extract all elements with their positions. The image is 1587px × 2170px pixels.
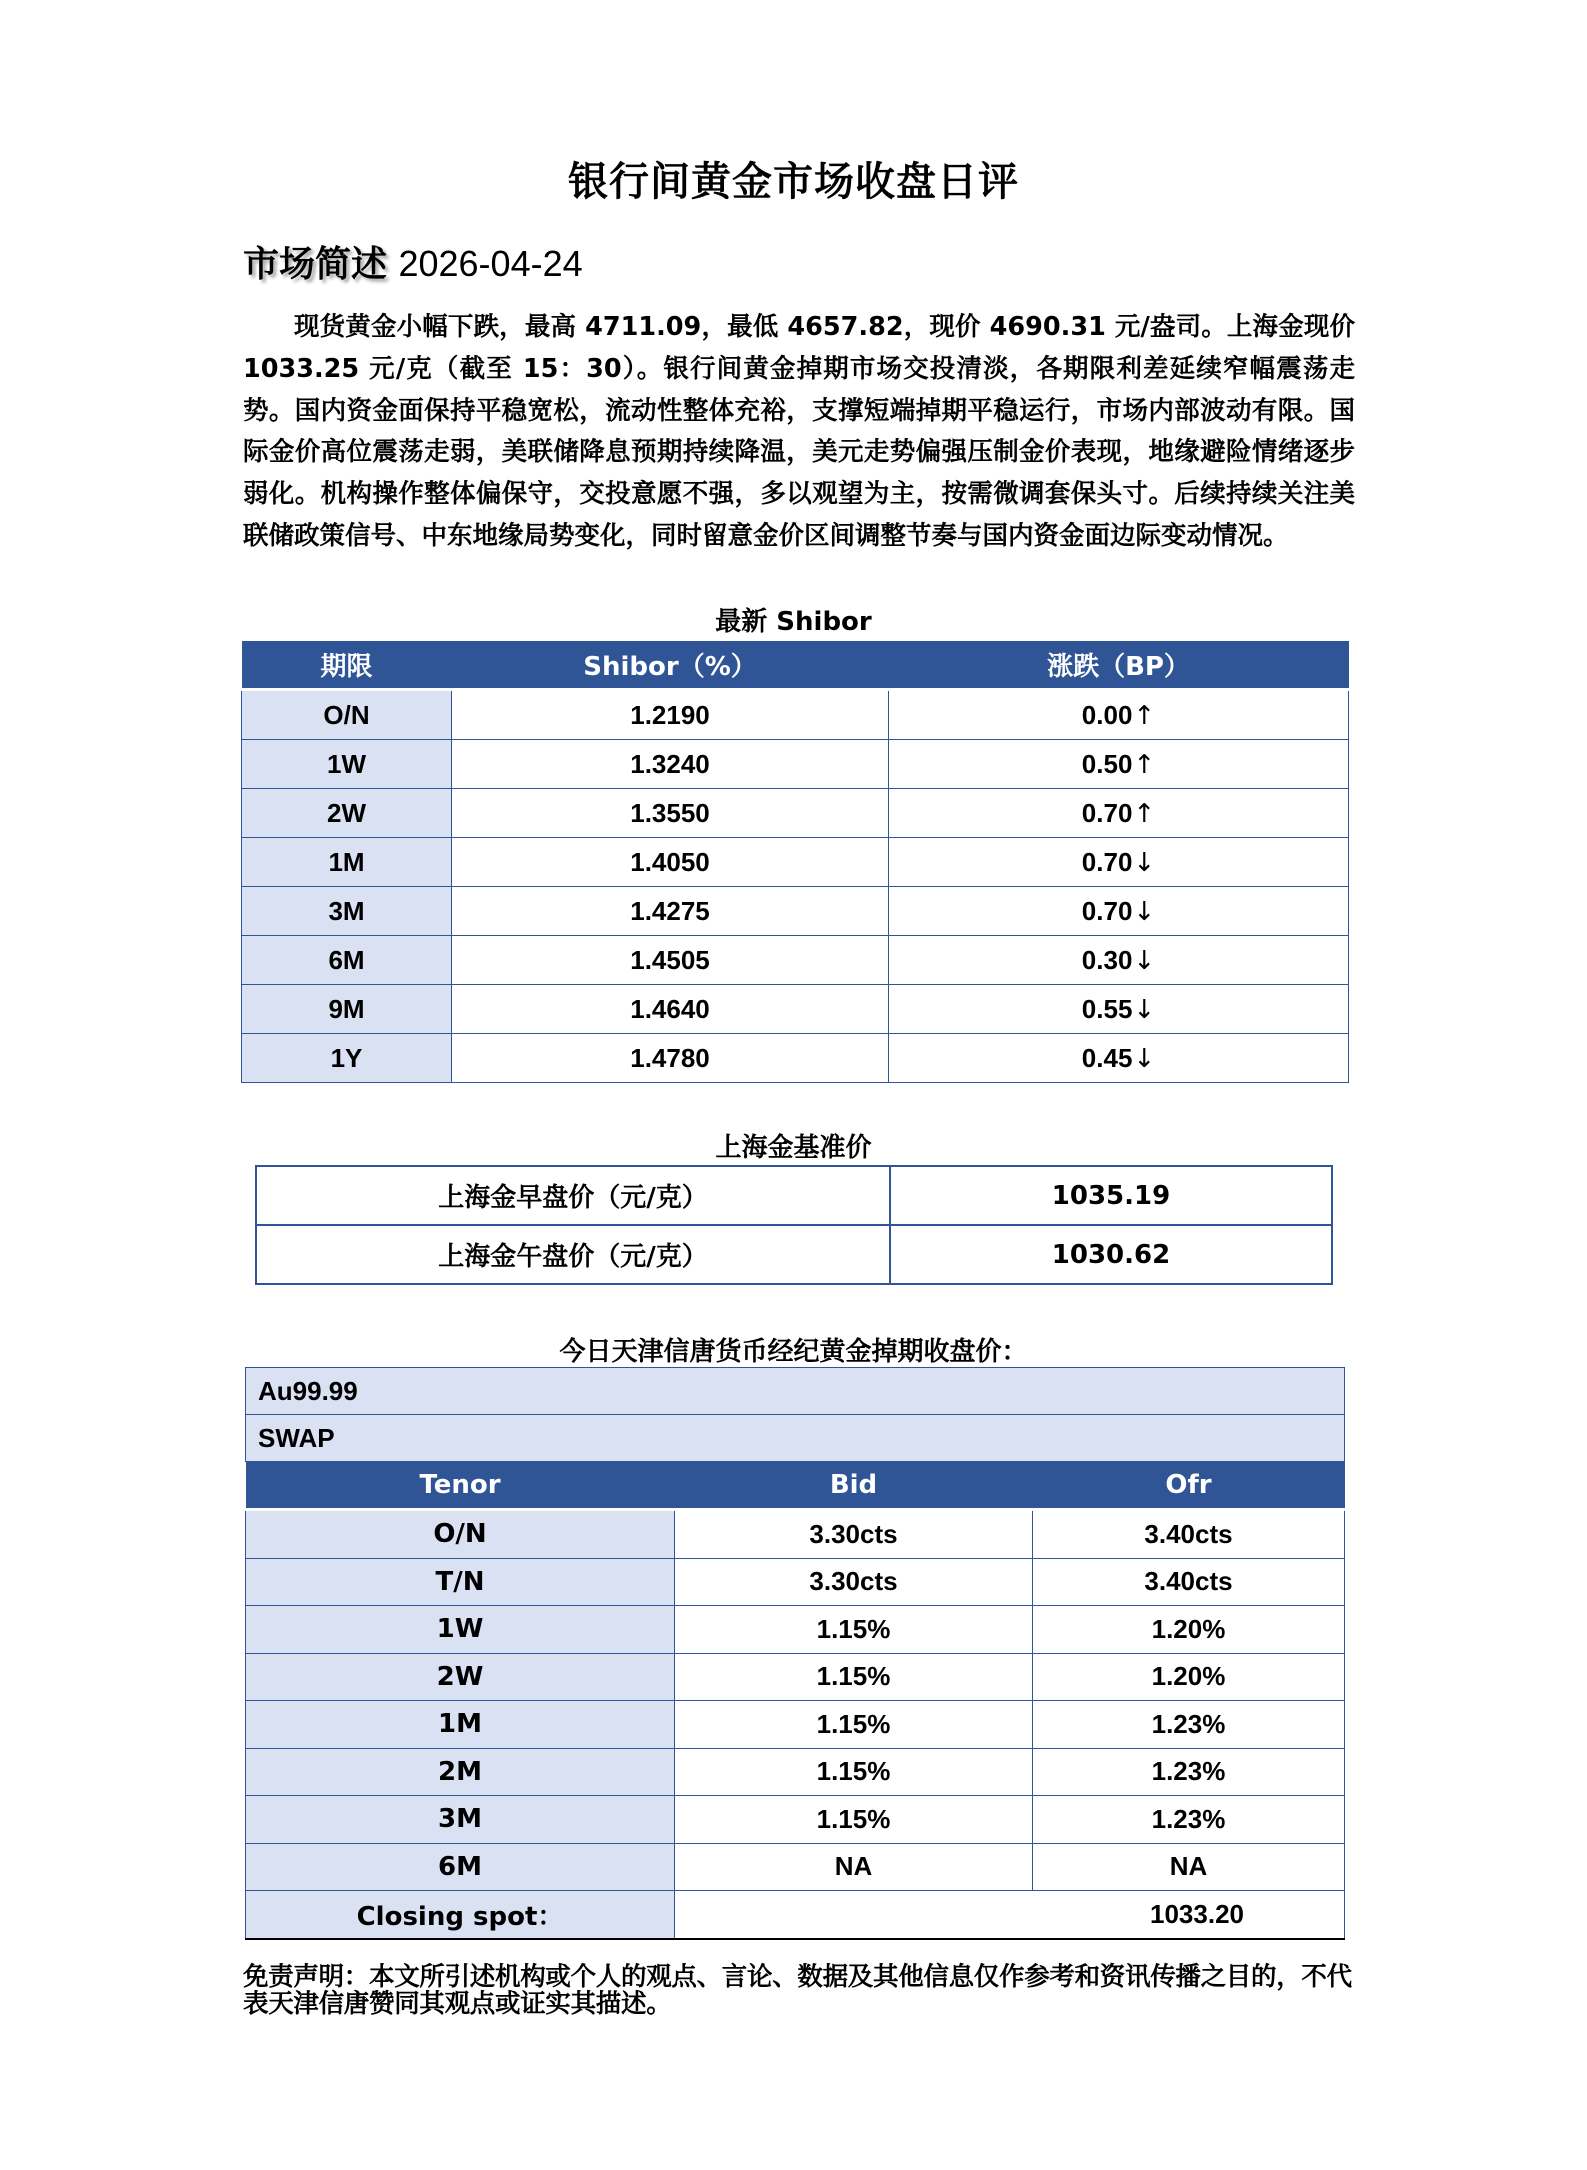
shibor-header-row (242, 641, 1349, 690)
swap-ofr: 3.40cts (1033, 1558, 1345, 1606)
product-type: SWAP (246, 1415, 1345, 1462)
benchmark-row (256, 1166, 1332, 1225)
swap-bid: 1.15% (675, 1653, 1033, 1701)
shibor-row (242, 985, 1349, 1034)
swap-bid: NA (675, 1843, 1033, 1891)
arrow-down-icon: ↓ (1133, 994, 1156, 1025)
shibor-change (889, 838, 1349, 887)
shibor-change-value: 0.70 (1081, 797, 1133, 828)
report-date: 2026-04-24 (398, 243, 583, 284)
benchmark-value: 1030.62 (890, 1225, 1332, 1284)
shibor-change-value: 0.50 (1081, 748, 1133, 779)
shibor-change-value: 0.30 (1081, 944, 1133, 975)
shibor-tenor: 9M (242, 985, 452, 1034)
swap-row (246, 1748, 1345, 1796)
shibor-change (889, 1034, 1349, 1083)
arrow-down-icon: ↓ (1133, 945, 1156, 976)
swap-header-ofr: Ofr (1033, 1462, 1345, 1510)
swap-row (246, 1653, 1345, 1701)
swap-row (246, 1843, 1345, 1891)
swap-caption: 今日天津信唐货币经纪黄金掉期收盘价： (559, 1337, 1028, 1367)
document-title: 银行间黄金市场收盘日评 (568, 159, 1019, 205)
swap-ofr: 1.23% (1033, 1796, 1345, 1844)
shibor-change-value: 0.70 (1081, 895, 1133, 926)
swap-row (246, 1606, 1345, 1654)
shibor-header-change: 涨跌（BP） (889, 641, 1349, 690)
shibor-tenor: 1Y (242, 1034, 452, 1083)
closing-spot-value: 1033.20 (675, 1891, 1345, 1939)
swap-tenor: 6M (246, 1843, 675, 1891)
swap-table (245, 1367, 1345, 1940)
swap-ofr: NA (1033, 1843, 1345, 1891)
shibor-row (242, 690, 1349, 740)
shibor-change (889, 985, 1349, 1034)
shibor-header-tenor: 期限 (242, 641, 452, 690)
benchmark-label: 上海金早盘价（元/克） (256, 1166, 890, 1225)
shibor-rate: 1.4050 (452, 838, 889, 887)
swap-header-tenor: Tenor (246, 1462, 675, 1510)
shibor-row (242, 887, 1349, 936)
arrow-down-icon: ↓ (1133, 1043, 1156, 1074)
shibor-rate: 1.3240 (452, 740, 889, 789)
shibor-header-rate: Shibor（%） (452, 641, 889, 690)
swap-bid: 3.30cts (675, 1510, 1033, 1559)
swap-tenor: 1M (246, 1701, 675, 1749)
shibor-tenor: O/N (242, 690, 452, 740)
swap-tenor: 2W (246, 1653, 675, 1701)
swap-ofr: 1.20% (1033, 1606, 1345, 1654)
swap-tenor: 2M (246, 1748, 675, 1796)
swap-ofr: 3.40cts (1033, 1510, 1345, 1559)
shibor-change (889, 936, 1349, 985)
shibor-change-value: 0.70 (1081, 846, 1133, 877)
disclaimer: 免责声明：本文所引述机构或个人的观点、言论、数据及其他信息仅作参考和资讯传播之目的，不代表天津信唐赞同其观点或证实其描述。 (243, 1962, 1352, 2019)
shibor-rate: 1.2190 (452, 690, 889, 740)
arrow-up-icon: ↑ (1133, 749, 1156, 780)
shibor-rate: 1.4275 (452, 887, 889, 936)
swap-tenor: 1W (246, 1606, 675, 1654)
shibor-rate: 1.4780 (452, 1034, 889, 1083)
shibor-rate: 1.4505 (452, 936, 889, 985)
swap-row (246, 1558, 1345, 1606)
swap-bid: 3.30cts (675, 1558, 1033, 1606)
product-row (246, 1368, 1345, 1415)
shibor-table (241, 641, 1349, 1083)
shibor-tenor: 1W (242, 740, 452, 789)
section-heading (243, 240, 583, 289)
swap-tenor: 3M (246, 1796, 675, 1844)
shibor-change-value: 0.55 (1081, 993, 1133, 1024)
swap-row (246, 1510, 1345, 1559)
swap-bid: 1.15% (675, 1748, 1033, 1796)
benchmark-value: 1035.19 (890, 1166, 1332, 1225)
shibor-caption: 最新 Shibor (715, 607, 872, 637)
shibor-tenor: 6M (242, 936, 452, 985)
shibor-rate: 1.4640 (452, 985, 889, 1034)
arrow-down-icon: ↓ (1133, 896, 1156, 927)
shibor-change-value: 0.45 (1081, 1042, 1133, 1073)
swap-bid: 1.15% (675, 1796, 1033, 1844)
shibor-tenor: 1M (242, 838, 452, 887)
shibor-change (889, 789, 1349, 838)
shibor-rate: 1.3550 (452, 789, 889, 838)
closing-spot-label: Closing spot： (246, 1891, 675, 1939)
type-row (246, 1415, 1345, 1462)
section-heading-label: 市场简述 (243, 244, 388, 285)
swap-row (246, 1796, 1345, 1844)
swap-bid: 1.15% (675, 1606, 1033, 1654)
swap-ofr: 1.23% (1033, 1701, 1345, 1749)
swap-ofr: 1.23% (1033, 1748, 1345, 1796)
arrow-up-icon: ↑ (1133, 798, 1156, 829)
shibor-change (889, 740, 1349, 789)
swap-tenor: O/N (246, 1510, 675, 1559)
swap-header-row (246, 1462, 1345, 1510)
closing-spot-row (246, 1891, 1345, 1939)
shibor-change-value: 0.00 (1081, 699, 1133, 730)
product-name: Au99.99 (246, 1368, 1345, 1415)
arrow-down-icon: ↓ (1133, 847, 1156, 878)
benchmark-table (255, 1165, 1333, 1285)
shibor-tenor: 2W (242, 789, 452, 838)
swap-row (246, 1701, 1345, 1749)
shibor-change (889, 887, 1349, 936)
arrow-up-icon: ↑ (1133, 700, 1156, 731)
shibor-row (242, 838, 1349, 887)
swap-ofr: 1.20% (1033, 1653, 1345, 1701)
benchmark-label: 上海金午盘价（元/克） (256, 1225, 890, 1284)
benchmark-row (256, 1225, 1332, 1284)
shibor-row (242, 1034, 1349, 1083)
shibor-change (889, 690, 1349, 740)
shibor-row (242, 789, 1349, 838)
swap-tenor: T/N (246, 1558, 675, 1606)
market-summary: 现货黄金小幅下跌，最高 4711.09，最低 4657.82，现价 4690.31 元/盎司。上海金现价 1033.25 元/克（截至 15：30）。银行间黄金掉期市场交投清淡，各期限利差延续窄幅震荡走势。国内资金面保持平稳宽松，流动性整体充裕，支撑短端掉期平稳运行，市场内部波动有限。国际金价高位震荡走弱，美联储降息预期持续降温，美元走势偏强压制金价表现，地缘避险情绪逐步弱化。机构操作整体偏保守，交投意愿不强，多以观望为主，按需微调套保头寸。后续持续关注美联储政策信号、中东地缘局势变化，同时留意金价区间调整节奏与国内资金面边际变动情况。 (243, 312, 1355, 551)
shibor-row (242, 936, 1349, 985)
benchmark-caption: 上海金基准价 (715, 1133, 872, 1163)
shibor-row (242, 740, 1349, 789)
swap-header-bid: Bid (675, 1462, 1033, 1510)
swap-bid: 1.15% (675, 1701, 1033, 1749)
shibor-tenor: 3M (242, 887, 452, 936)
